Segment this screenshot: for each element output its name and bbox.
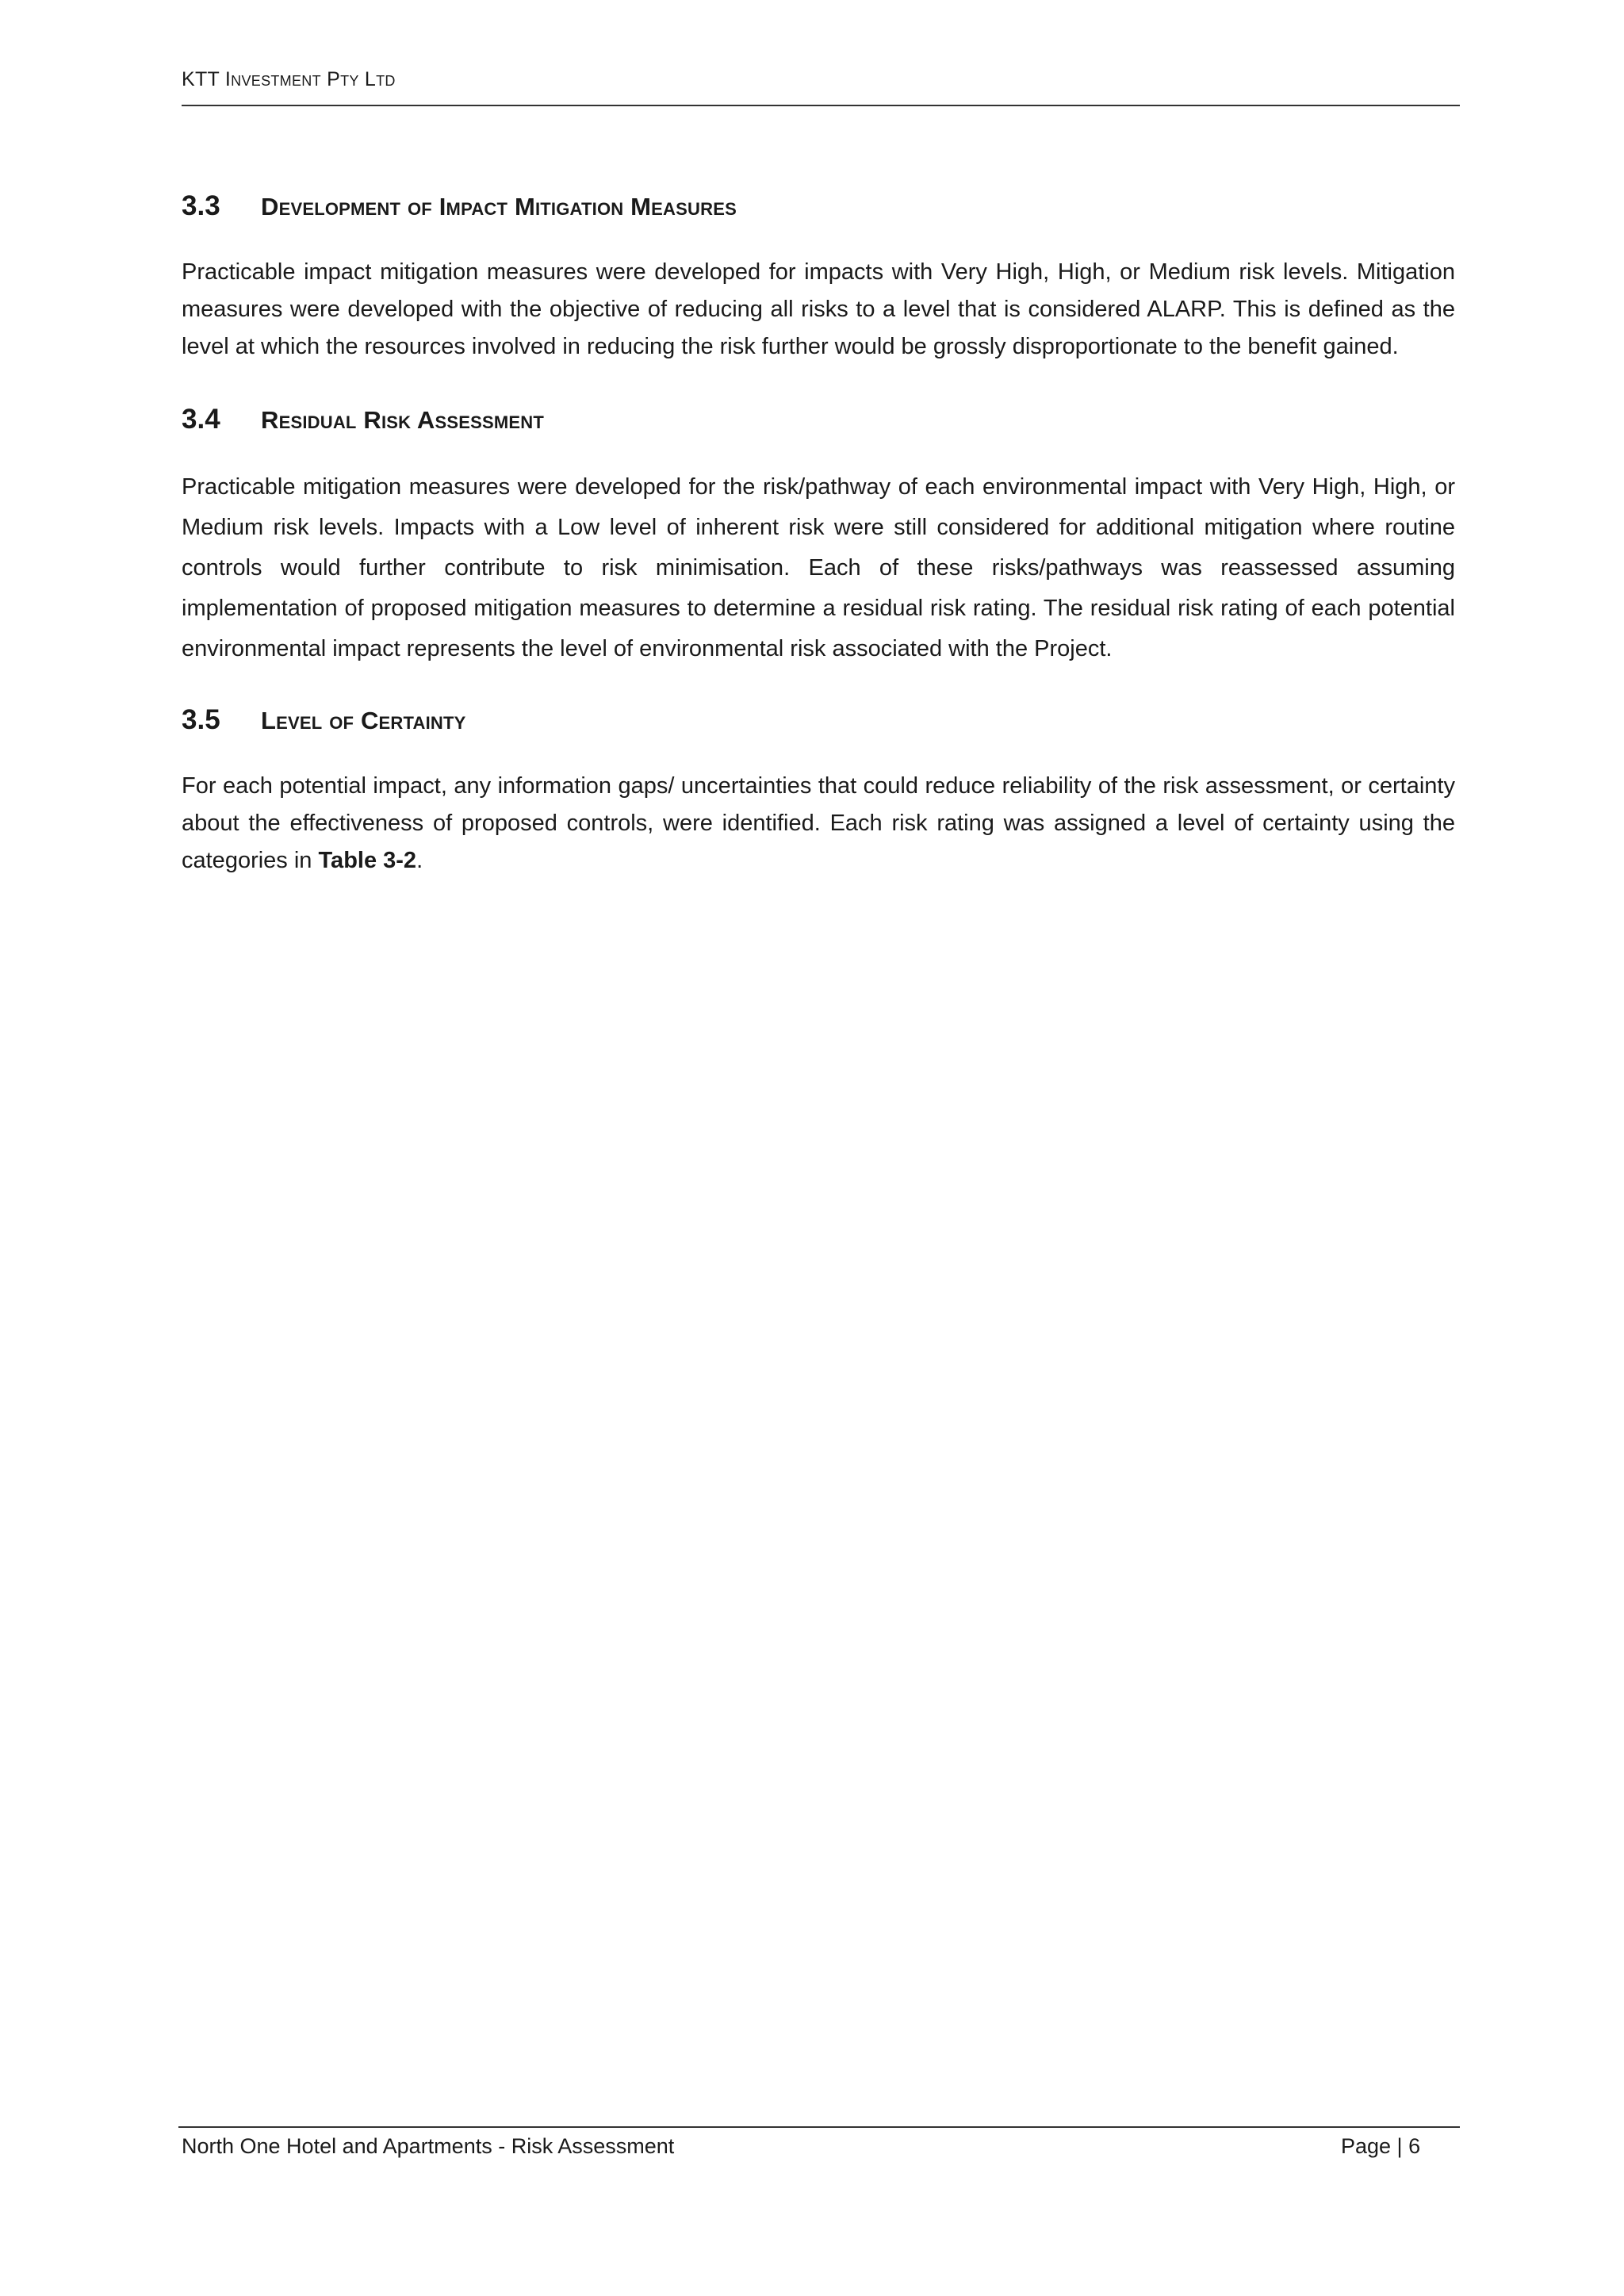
section-paragraph: Practicable mitigation measures were developed for the risk/pathway of each environmental impact with Very High, High, or Medium risk levels. Impacts with a Low level of inherent risk were still considered for additional mitigation where routine controls would further contribute to risk minimisation. Each of these risks/pathways was reassessed assuming implementation of proposed mitigation measures to determine a residual risk rating. The residual risk rating of each potential environmental impact represents the level of environmental risk associated with the Project.	[182, 474, 1455, 661]
section-3-3	[182, 190, 1455, 366]
page-content	[182, 190, 1455, 880]
page-footer	[178, 2126, 1460, 2158]
paragraph-text: For each potential impact, any information gaps/ uncertainties that could reduce reliability of the risk assessment, or certainty about the effectiveness of proposed controls, were identified. Each risk rating was assigned a level of certainty using the categories in	[182, 773, 1455, 873]
section-heading	[182, 190, 1455, 222]
section-title: Residual Risk Assessment	[261, 406, 544, 434]
paragraph-text-end: .	[416, 848, 423, 873]
table-reference: Table 3-2	[318, 848, 417, 873]
section-paragraph: Practicable impact mitigation measures were developed for impacts with Very High, High, or Medium risk levels. Mitigation measures were developed with the objective of reducing all risks to a level that is considered ALARP. This is defined as the level at which the resources involved in reducing the risk further would be grossly disproportionate to the benefit gained.	[182, 259, 1455, 359]
page-number: Page | 6	[1341, 2134, 1421, 2158]
company-name: KTT Investment Pty Ltd	[182, 68, 396, 90]
section-3-4	[182, 404, 1455, 669]
section-heading	[182, 404, 1455, 435]
section-title: Development of Impact Mitigation Measures	[261, 193, 737, 220]
page-header	[182, 67, 1460, 106]
document-title: North One Hotel and Apartments - Risk Assessment	[182, 2134, 675, 2158]
section-number: 3.5	[182, 704, 220, 735]
section-heading	[182, 704, 1455, 736]
section-paragraph	[182, 768, 1455, 880]
section-title: Level of Certainty	[261, 707, 466, 734]
section-number: 3.3	[182, 190, 220, 221]
section-3-5	[182, 704, 1455, 880]
section-number: 3.4	[182, 404, 220, 435]
